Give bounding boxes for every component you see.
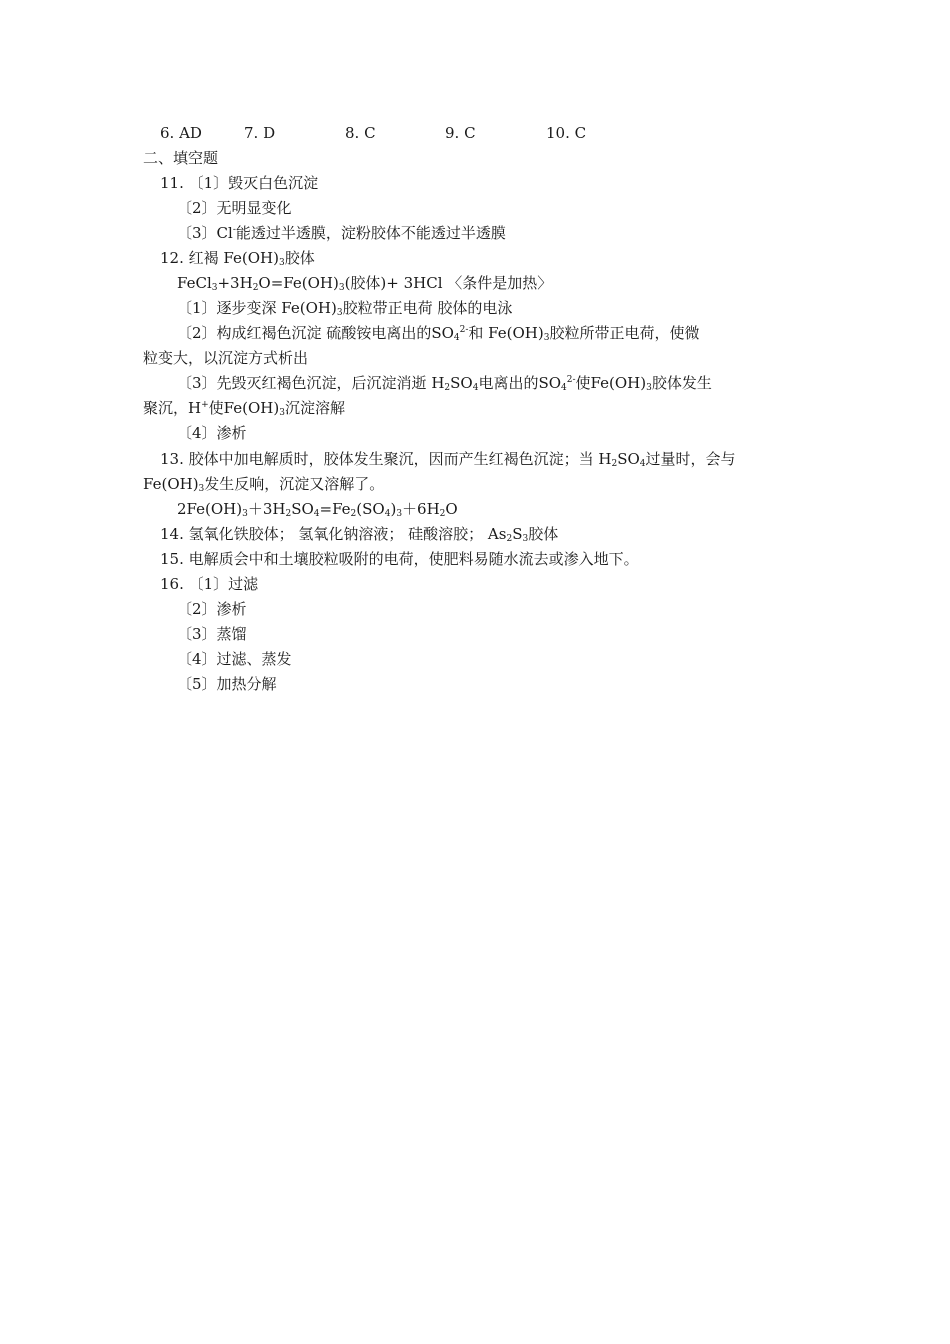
q16-line1: 16. 〔1〕过滤 [160, 575, 259, 593]
q12-equation: $FeCl_3+3H_2O=Fe(OH)_3$(胶体)+ 3HCl 〈条件是加热〉 [177, 274, 553, 293]
q12-part1: 〔1〕逐步变深 $Fe(OH)_3$胶粒带正电荷 胶体的电泳 [177, 299, 513, 318]
q16-line3: 〔3〕蒸馏 [177, 625, 247, 643]
q13-line2: $Fe(OH)_3$发生反响，沉淀又溶解了。 [143, 475, 385, 494]
q14-line: 14. 氢氧化铁胶体； 氢氧化钠溶液； 硅酸溶胶； $As_2S_3$胶体 [160, 525, 559, 544]
q12-line1: 12. 红褐 $Fe(OH)_3$胶体 [160, 249, 315, 268]
q16-line4: 〔4〕过滤、蒸发 [177, 650, 292, 668]
q12-part4: 〔4〕渗析 [177, 424, 247, 442]
q16-line5: 〔5〕加热分解 [177, 675, 277, 693]
q16-line2: 〔2〕渗析 [177, 600, 247, 618]
q12-part3-cont: 聚沉，H+使$Fe(OH)_3$沉淀溶解 [143, 399, 345, 418]
mc-answer: 9. C [445, 124, 476, 142]
mc-answer: 8. C [345, 124, 376, 142]
q15-line: 15. 电解质会中和土壤胶粒吸附的电荷，使肥料易随水流去或渗入地下。 [160, 550, 639, 568]
mc-answer: 10. C [546, 124, 587, 142]
section-title: 二、填空题 [143, 149, 219, 167]
q12-part2-cont: 粒变大，以沉淀方式析出 [143, 349, 309, 367]
mc-answer: 6. AD [160, 124, 202, 142]
q11-line1: 11. 〔1〕毁灭白色沉淀 [160, 174, 319, 192]
q11-line3: 〔3〕Cl-能透过半透膜，淀粉胶体不能透过半透膜 [177, 224, 506, 242]
q12-part3: 〔3〕先毁灭红褐色沉淀，后沉淀消逝 $H_2SO_4$电离出的$SO_4^{2-}$使$Fe(OH)_3$胶体发生 [177, 374, 712, 393]
q13-line1: 13. 胶体中加电解质时，胶体发生聚沉，因而产生红褐色沉淀；当 $H_2SO_4$过量时，会与 [160, 450, 736, 469]
q12-part2: 〔2〕构成红褐色沉淀 硫酸铵电离出的$SO_4^{2-}$和 $Fe(OH)_3$胶粒所带正电荷，使微 [177, 324, 700, 343]
q13-equation: $2Fe(OH)_3+3H_2SO_4=Fe_2(SO_4)_3+6H_2O$ [177, 500, 458, 519]
q11-line2: 〔2〕无明显变化 [177, 199, 292, 217]
mc-answer: 7. D [244, 124, 276, 142]
